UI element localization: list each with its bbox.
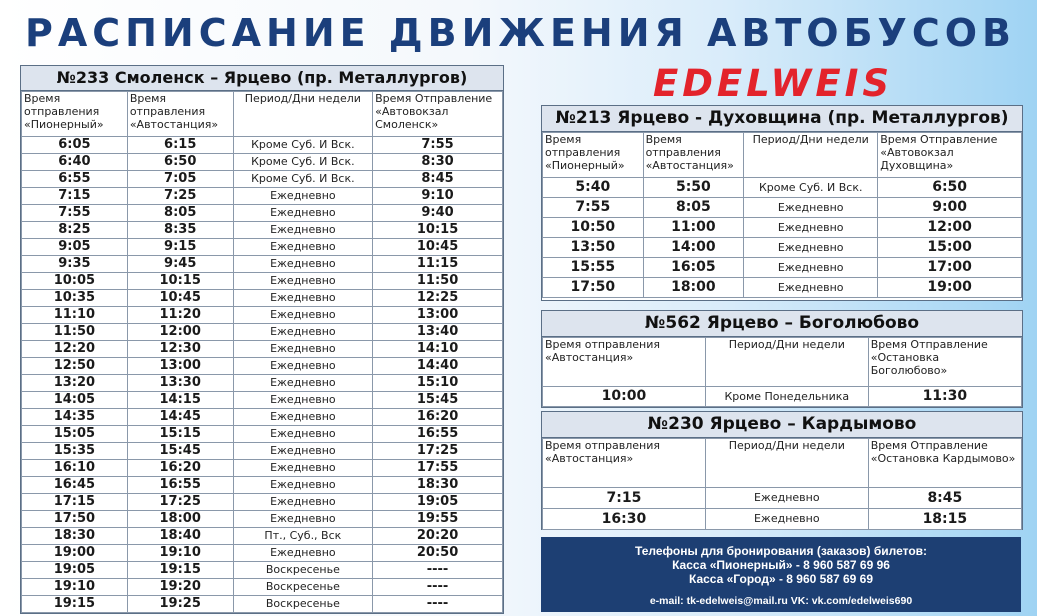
table-row (543, 198, 1022, 218)
days-cell: Ежедневно (233, 460, 372, 477)
table-row (543, 509, 1022, 530)
table-row (22, 341, 503, 358)
time-cell: 12:20 (22, 341, 128, 358)
days-cell: Ежедневно (233, 290, 372, 307)
time-cell: 9:05 (22, 239, 128, 256)
table-row (22, 409, 503, 426)
table-row (543, 178, 1022, 198)
time-cell: 20:50 (373, 545, 503, 562)
time-cell: 6:05 (22, 137, 128, 154)
booking-info-box (541, 537, 1021, 612)
time-cell: 5:50 (643, 178, 744, 198)
days-cell: Воскресенье (233, 579, 372, 596)
time-cell: 7:55 (22, 205, 128, 222)
time-cell: 13:40 (373, 324, 503, 341)
time-cell: 16:55 (127, 477, 233, 494)
route-213-table (541, 105, 1023, 301)
time-cell: 13:00 (373, 307, 503, 324)
table-row (22, 273, 503, 290)
time-cell: 7:55 (373, 137, 503, 154)
route-230-table (541, 411, 1023, 530)
time-cell: 10:35 (22, 290, 128, 307)
time-cell: 16:10 (22, 460, 128, 477)
time-cell: 14:35 (22, 409, 128, 426)
time-cell: 15:10 (373, 375, 503, 392)
time-cell: 10:00 (543, 387, 706, 407)
table-header-row (22, 92, 503, 137)
time-cell: 14:00 (643, 238, 744, 258)
days-cell: Ежедневно (233, 494, 372, 511)
time-cell: 19:10 (22, 579, 128, 596)
days-cell: Кроме Суб. И Вск. (233, 154, 372, 171)
days-cell: Ежедневно (233, 409, 372, 426)
time-cell: 17:00 (878, 258, 1022, 278)
table-row (22, 256, 503, 273)
days-cell: Ежедневно (233, 392, 372, 409)
time-cell: 11:50 (373, 273, 503, 290)
table-row (543, 278, 1022, 298)
column-header: Время отправления «Автостанция» (127, 92, 233, 137)
time-cell: 7:05 (127, 171, 233, 188)
time-cell: 13:00 (127, 358, 233, 375)
column-header: Время отправления «Автостанция» (643, 133, 744, 178)
time-cell: 18:00 (127, 511, 233, 528)
column-header: Период/Дни недели (705, 338, 868, 387)
days-cell: Ежедневно (744, 218, 878, 238)
time-cell: 15:45 (373, 392, 503, 409)
time-cell: 10:45 (127, 290, 233, 307)
column-header: Период/Дни недели (705, 439, 868, 488)
time-cell: 10:05 (22, 273, 128, 290)
phone-pionerny: Касса «Пионерный» - 8 960 587 69 96 (672, 558, 890, 572)
time-cell: ---- (373, 562, 503, 579)
time-cell: 11:00 (643, 218, 744, 238)
time-cell: 8:05 (127, 205, 233, 222)
time-cell: 7:15 (543, 488, 706, 509)
time-cell: ---- (373, 596, 503, 613)
table-row (22, 222, 503, 239)
table-row (22, 443, 503, 460)
table-row (22, 137, 503, 154)
route-562-table (541, 310, 1023, 408)
table-row (22, 188, 503, 205)
time-cell: 9:10 (373, 188, 503, 205)
route-230-title: №230 Ярцево – Кардымово (542, 412, 1022, 438)
table-row (543, 218, 1022, 238)
time-cell: 9:35 (22, 256, 128, 273)
table-header-row (543, 338, 1022, 387)
time-cell: 6:50 (878, 178, 1022, 198)
time-cell: 14:15 (127, 392, 233, 409)
brand-logo: EDELWEIS (652, 62, 894, 105)
days-cell: Кроме Суб. И Вск. (233, 171, 372, 188)
time-cell: 13:50 (543, 238, 644, 258)
time-cell: 11:50 (22, 324, 128, 341)
days-cell: Ежедневно (233, 256, 372, 273)
time-cell: 10:45 (373, 239, 503, 256)
time-cell: 17:50 (543, 278, 644, 298)
time-cell: 20:20 (373, 528, 503, 545)
days-cell: Ежедневно (233, 273, 372, 290)
time-cell: 11:15 (373, 256, 503, 273)
days-cell: Ежедневно (705, 509, 868, 530)
time-cell: 8:25 (22, 222, 128, 239)
table-row (22, 511, 503, 528)
days-cell: Кроме Суб. И Вск. (233, 137, 372, 154)
time-cell: 7:55 (543, 198, 644, 218)
time-cell: 8:35 (127, 222, 233, 239)
table-header-row (543, 439, 1022, 488)
table-row (22, 358, 503, 375)
time-cell: 19:05 (22, 562, 128, 579)
time-cell: 10:15 (373, 222, 503, 239)
time-cell: 5:40 (543, 178, 644, 198)
days-cell: Ежедневно (744, 238, 878, 258)
time-cell: 14:40 (373, 358, 503, 375)
time-cell: 18:40 (127, 528, 233, 545)
booking-info-heading: Телефоны для бронирования (заказов) билетов: (634, 544, 928, 558)
time-cell: 10:15 (127, 273, 233, 290)
time-cell: 15:15 (127, 426, 233, 443)
days-cell: Ежедневно (233, 239, 372, 256)
column-header: Время Отправление «Остановка Кардымово» (868, 439, 1021, 488)
days-cell: Воскресенье (233, 562, 372, 579)
page-title: РАСПИСАНИЕ ДВИЖЕНИЯ АВТОБУСОВ (24, 11, 1017, 55)
time-cell: ---- (373, 579, 503, 596)
time-cell: 8:30 (373, 154, 503, 171)
column-header: Период/Дни недели (233, 92, 372, 137)
days-cell: Ежедневно (233, 426, 372, 443)
days-cell: Ежедневно (233, 341, 372, 358)
days-cell: Ежедневно (233, 545, 372, 562)
time-cell: 9:40 (373, 205, 503, 222)
time-cell: 19:00 (22, 545, 128, 562)
column-header: Время Отправление «Остановка Боголюбово» (868, 338, 1021, 387)
time-cell: 6:55 (22, 171, 128, 188)
time-cell: 19:15 (127, 562, 233, 579)
time-cell: 14:45 (127, 409, 233, 426)
table-row (22, 494, 503, 511)
time-cell: 7:15 (22, 188, 128, 205)
days-cell: Воскресенье (233, 596, 372, 613)
time-cell: 17:55 (373, 460, 503, 477)
time-cell: 16:30 (543, 509, 706, 530)
days-cell: Ежедневно (233, 443, 372, 460)
time-cell: 6:50 (127, 154, 233, 171)
time-cell: 11:20 (127, 307, 233, 324)
days-cell: Ежедневно (744, 278, 878, 298)
time-cell: 12:00 (127, 324, 233, 341)
column-header: Время отправления «Автостанция» (543, 439, 706, 488)
contact-email-vk: e-mail: tk-edelweis@mail.ru VK: vk.com/edelweis690 (649, 595, 913, 607)
time-cell: 16:05 (643, 258, 744, 278)
time-cell: 19:00 (878, 278, 1022, 298)
route-233-table (20, 65, 504, 614)
days-cell: Кроме Суб. И Вск. (744, 178, 878, 198)
time-cell: 17:25 (373, 443, 503, 460)
table-row (22, 324, 503, 341)
route-562-title: №562 Ярцево – Боголюбово (542, 311, 1022, 337)
days-cell: Ежедневно (233, 307, 372, 324)
time-cell: 19:25 (127, 596, 233, 613)
time-cell: 18:30 (373, 477, 503, 494)
table-row (22, 290, 503, 307)
time-cell: 13:30 (127, 375, 233, 392)
time-cell: 9:00 (878, 198, 1022, 218)
table-row (22, 171, 503, 188)
time-cell: 17:25 (127, 494, 233, 511)
time-cell: 8:05 (643, 198, 744, 218)
table-row (543, 238, 1022, 258)
table-row (22, 460, 503, 477)
days-cell: Ежедневно (233, 511, 372, 528)
time-cell: 19:15 (22, 596, 128, 613)
table-row (543, 258, 1022, 278)
table-row (22, 528, 503, 545)
time-cell: 18:00 (643, 278, 744, 298)
time-cell: 6:15 (127, 137, 233, 154)
table-row (543, 387, 1022, 407)
time-cell: 7:25 (127, 188, 233, 205)
days-cell: Ежедневно (744, 198, 878, 218)
route-233-title: №233 Смоленск – Ярцево (пр. Металлургов) (21, 66, 503, 91)
time-cell: 11:10 (22, 307, 128, 324)
time-cell: 19:10 (127, 545, 233, 562)
column-header: Время Отправление «Автовокзал Смоленск» (373, 92, 503, 137)
days-cell: Ежедневно (233, 188, 372, 205)
table-row (22, 392, 503, 409)
phone-gorod: Касса «Город» - 8 960 587 69 69 (688, 572, 874, 586)
time-cell: 8:45 (868, 488, 1021, 509)
time-cell: 19:05 (373, 494, 503, 511)
column-header: Время отправления «Пионерный» (22, 92, 128, 137)
table-row (22, 239, 503, 256)
time-cell: 19:20 (127, 579, 233, 596)
time-cell: 12:30 (127, 341, 233, 358)
column-header: Время Отправление «Автовокзал Духовщина» (878, 133, 1022, 178)
days-cell: Ежедневно (233, 477, 372, 494)
time-cell: 13:20 (22, 375, 128, 392)
days-cell: Ежедневно (705, 488, 868, 509)
time-cell: 12:25 (373, 290, 503, 307)
days-cell: Ежедневно (233, 222, 372, 239)
time-cell: 9:15 (127, 239, 233, 256)
days-cell: Ежедневно (233, 358, 372, 375)
table-header-row (543, 133, 1022, 178)
time-cell: 18:15 (868, 509, 1021, 530)
time-cell: 16:45 (22, 477, 128, 494)
time-cell: 6:40 (22, 154, 128, 171)
time-cell: 11:30 (868, 387, 1021, 407)
time-cell: 15:00 (878, 238, 1022, 258)
route-213-title: №213 Ярцево - Духовщина (пр. Металлургов) (542, 106, 1022, 132)
days-cell: Ежедневно (744, 258, 878, 278)
days-cell: Пт., Суб., Вск (233, 528, 372, 545)
table-row (22, 426, 503, 443)
time-cell: 8:45 (373, 171, 503, 188)
table-row (22, 477, 503, 494)
table-row (22, 562, 503, 579)
time-cell: 12:00 (878, 218, 1022, 238)
time-cell: 12:50 (22, 358, 128, 375)
table-row (22, 596, 503, 613)
time-cell: 19:55 (373, 511, 503, 528)
column-header: Время отправления «Пионерный» (543, 133, 644, 178)
time-cell: 15:35 (22, 443, 128, 460)
table-row (22, 307, 503, 324)
time-cell: 16:20 (373, 409, 503, 426)
table-row (22, 375, 503, 392)
time-cell: 10:50 (543, 218, 644, 238)
table-row (543, 488, 1022, 509)
column-header: Время отправления «Автостанция» (543, 338, 706, 387)
time-cell: 18:30 (22, 528, 128, 545)
time-cell: 9:45 (127, 256, 233, 273)
time-cell: 15:55 (543, 258, 644, 278)
time-cell: 15:45 (127, 443, 233, 460)
table-row (22, 154, 503, 171)
time-cell: 16:55 (373, 426, 503, 443)
days-cell: Ежедневно (233, 205, 372, 222)
days-cell: Кроме Понедельника (705, 387, 868, 407)
column-header: Период/Дни недели (744, 133, 878, 178)
days-cell: Ежедневно (233, 324, 372, 341)
time-cell: 15:05 (22, 426, 128, 443)
time-cell: 17:15 (22, 494, 128, 511)
time-cell: 14:05 (22, 392, 128, 409)
time-cell: 14:10 (373, 341, 503, 358)
table-row (22, 579, 503, 596)
table-row (22, 205, 503, 222)
time-cell: 17:50 (22, 511, 128, 528)
days-cell: Ежедневно (233, 375, 372, 392)
time-cell: 16:20 (127, 460, 233, 477)
table-row (22, 545, 503, 562)
